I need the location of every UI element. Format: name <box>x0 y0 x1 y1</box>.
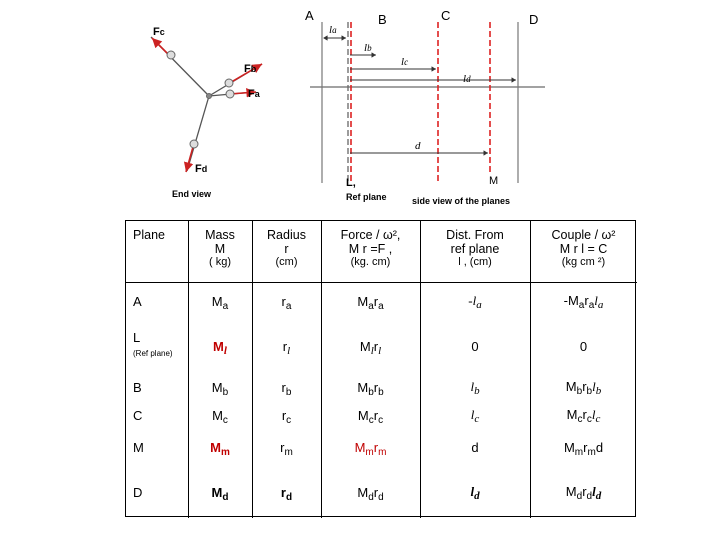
side-view-caption: side view of the planes <box>412 196 511 206</box>
table-col-divider <box>530 220 531 518</box>
dimension-lines <box>324 38 516 153</box>
table-col-divider <box>188 220 189 518</box>
ref-plane-label: L, <box>346 177 356 189</box>
header-distance: Dist. From ref plane l , (cm) <box>446 228 504 268</box>
force-arrow-d <box>186 147 193 172</box>
cell-couple: 0 <box>579 338 588 354</box>
shaft-center <box>207 94 212 99</box>
plane-label-b: B <box>378 12 387 27</box>
dim-label-la: la <box>329 24 337 36</box>
header-couple: Couple / ω² M r l = C (kg cm ²) <box>551 228 616 268</box>
header-mass: Mass M ( kg) <box>205 228 235 268</box>
table-header-row <box>125 220 637 282</box>
mass-b-circle <box>225 79 233 87</box>
table-header-divider <box>125 282 637 283</box>
table-row <box>125 428 637 466</box>
cell-distance: $l_c$ <box>470 407 480 425</box>
table-col-divider <box>252 220 253 518</box>
cell-plane: C <box>133 407 143 423</box>
mass-c-circle <box>167 51 175 59</box>
table-row <box>125 320 637 372</box>
table-row <box>125 402 637 428</box>
cell-force: $M_cr_c$ <box>357 407 384 426</box>
cell-mass: $M_c$ <box>212 407 228 426</box>
end-view-caption: End view <box>172 189 212 199</box>
cell-couple: $M_mr_md$ <box>563 439 604 458</box>
cell-radius: $r_a$ <box>281 293 292 312</box>
cell-distance: $l_b$ <box>470 379 480 397</box>
cell-mass: $M_b$ <box>211 379 229 398</box>
end-view-masses <box>167 51 234 148</box>
cell-plane: A <box>133 293 142 309</box>
table-row <box>125 282 637 320</box>
cell-distance: $l_d$ <box>470 484 480 502</box>
cell-plane: M <box>133 439 144 455</box>
cell-plane: B <box>133 379 142 395</box>
diagram-area <box>0 0 720 220</box>
cell-couple: $M_cr_cl_c$ <box>566 407 601 425</box>
spoke-d <box>187 96 209 171</box>
table-row <box>125 372 637 402</box>
mass-a-circle <box>226 90 234 98</box>
cell-force: $M_ar_a$ <box>357 293 384 312</box>
cell-radius: $r_m$ <box>280 439 293 458</box>
plane-label-m: M <box>489 175 499 187</box>
table-col-divider <box>321 220 322 518</box>
cell-radius: $r_l$ <box>282 338 291 357</box>
ref-plane-caption: Ref plane <box>346 192 387 202</box>
header-radius: Radius r (cm) <box>267 228 306 268</box>
cell-couple: $M_dr_dl_d$ <box>565 484 602 502</box>
cell-force: $M_lr_l$ <box>359 338 382 357</box>
header-force: Force / ω², M r =F , (kg. cm) <box>340 228 401 268</box>
cell-plane: D <box>133 484 143 500</box>
cell-force: $M_dr_d$ <box>357 484 384 503</box>
cell-couple: $M_br_bl_b$ <box>565 379 602 397</box>
cell-radius: $r_d$ <box>280 484 293 503</box>
mass-d-circle <box>190 140 198 148</box>
dim-label-lc: lc <box>401 56 409 68</box>
cell-force: $M_br_b$ <box>357 379 384 398</box>
table-row <box>125 466 637 518</box>
cell-plane: L (Ref plane) <box>133 330 173 358</box>
dim-label-ld: ld <box>463 73 471 85</box>
plane-label-a: A <box>305 8 314 23</box>
dim-label-d: d <box>415 140 421 152</box>
label-fa: Fa <box>248 88 260 100</box>
dim-label-lb: lb <box>364 42 372 54</box>
cell-distance: d <box>471 439 479 455</box>
plane-label-c: C <box>441 8 451 23</box>
cell-force: $M_mr_m$ <box>354 439 387 458</box>
cell-mass: $M_l$ <box>213 338 227 357</box>
cell-mass: $M_m$ <box>210 439 230 458</box>
cell-radius: $r_b$ <box>281 379 292 398</box>
header-plane: Plane <box>133 228 165 242</box>
cell-radius: $r_c$ <box>281 407 292 426</box>
label-fb: Fb <box>244 63 257 75</box>
cell-distance: $-l_a$ <box>468 293 482 311</box>
table-col-divider <box>420 220 421 518</box>
label-fd: Fd <box>195 163 208 175</box>
cell-mass: $M_a$ <box>211 293 229 312</box>
cell-couple: $-M_ar_al_a$ <box>563 293 604 311</box>
properties-table <box>125 220 637 518</box>
label-fc: Fc <box>153 26 165 38</box>
plane-label-d: D <box>529 12 539 27</box>
diagram-svg <box>0 0 720 220</box>
cell-mass: $M_d$ <box>211 484 229 503</box>
cell-distance: 0 <box>471 338 479 354</box>
